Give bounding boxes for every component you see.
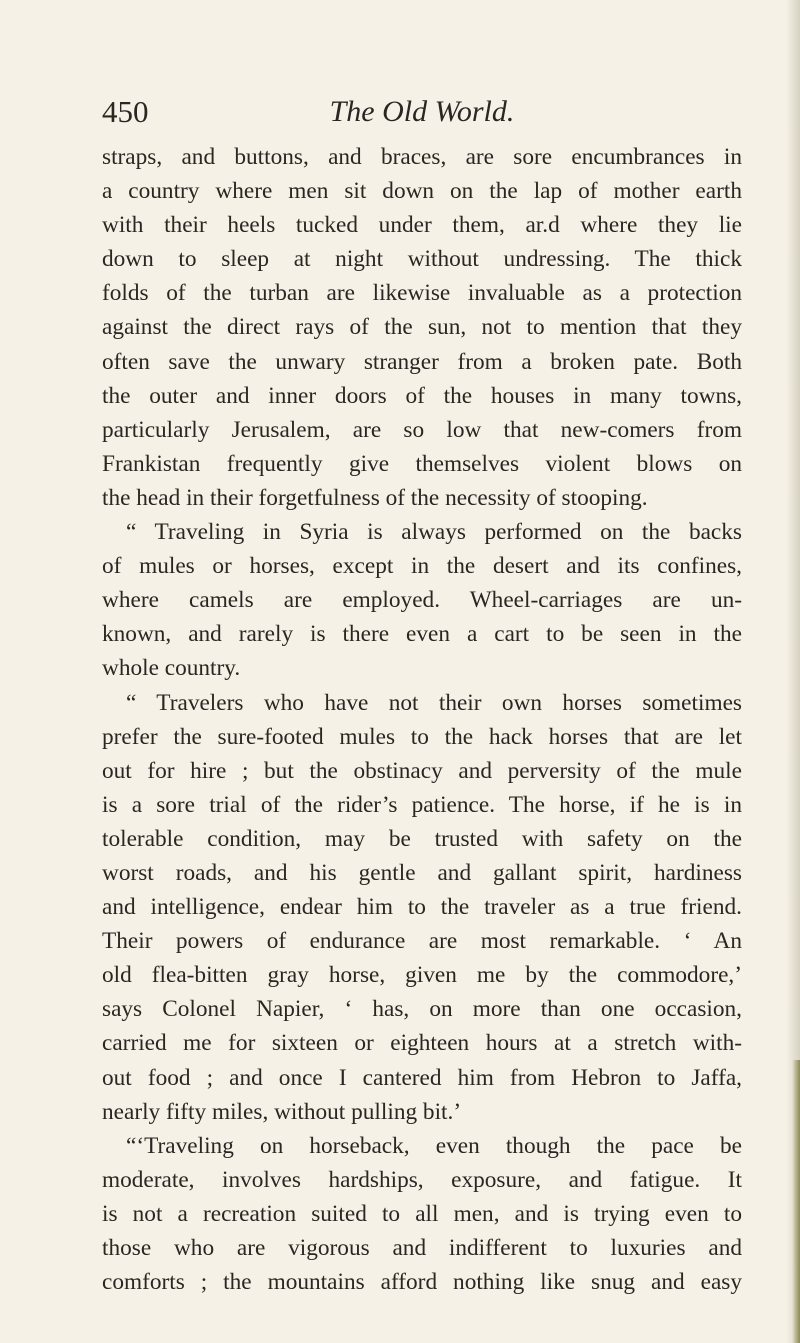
text-line: folds of the turban are likewise invaluable as a protection [102,280,742,307]
text-line: those who are vigorous and indifferent to luxuries and [102,1235,742,1261]
text-line: old flea-bitten gray horse, given me by the commodore,’ [102,962,742,989]
text-line: moderate, involves hardships, exposure, and fatigue. It [102,1166,742,1193]
text-line: down to sleep at night without undressing. The thick [102,246,742,273]
text-line: out food ; and once I cantered him from Hebron to Jaffa, [102,1064,742,1091]
text-line: against the direct rays of the sun, not to mention that they [102,314,742,341]
text-line: where camels are employed. Wheel-carriages are un- [102,587,742,614]
text-line: comforts ; the mountains afford nothing like snug and easy [102,1269,742,1296]
text-line: “ Travelers who have not their own horses sometimes [126,689,742,716]
text-line: with their heels tucked under them, ar.d where they lie [102,212,742,239]
text-line: is not a recreation suited to all men, and is trying even to [102,1200,742,1227]
text-line: straps, and buttons, and braces, are sore encumbrances in [102,144,742,170]
body-text [102,140,742,1299]
text-line: out for hire ; but the obstinacy and perversity of the mule [102,757,742,784]
text-line: worst roads, and his gentle and gallant spirit, hardiness [102,859,742,886]
text-line: a country where men sit down on the lap of mother earth [102,178,742,205]
text-line: known, and rarely is there even a cart to be seen in the [102,621,742,648]
text-line: is a sore trial of the rider’s patience. The horse, if he is in [102,791,742,818]
text-line: “ Traveling in Syria is always performed on the backs [126,519,742,546]
page-number: 450 [102,94,149,129]
text-line: and intelligence, endear him to the traveler as a true friend. [102,894,742,921]
text-line: tolerable condition, may be trusted with safety on the [102,825,742,852]
text-line: the head in their forgetfulness of the necessity of stooping. [102,484,648,511]
text-line: Frankistan frequently give themselves violent blows on [102,450,742,477]
text-line: prefer the sure-footed mules to the hack horses that are let [102,723,742,750]
page-edge-stain [792,1060,800,1343]
text-line: says Colonel Napier, ‘ has, on more than one occasion, [102,996,742,1023]
text-line: of mules or horses, except in the desert and its confines, [102,553,742,580]
text-line: carried me for sixteen or eighteen hours at a stretch with- [102,1030,742,1057]
text-line: whole country. [102,655,241,682]
running-title: The Old World. [329,95,515,128]
text-line: particularly Jerusalem, are so low that new-comers from [102,416,742,443]
text-line: the outer and inner doors of the houses in many towns, [102,382,742,409]
text-line: often save the unwary stranger from a broken pate. Both [102,348,742,375]
text-line: nearly fifty miles, without pulling bit.’ [102,1098,462,1125]
text-line: Their powers of endurance are most remarkable. ‘ An [102,928,742,955]
text-line: “‘Traveling on horseback, even though the pace be [126,1132,742,1159]
page-header [102,92,742,136]
